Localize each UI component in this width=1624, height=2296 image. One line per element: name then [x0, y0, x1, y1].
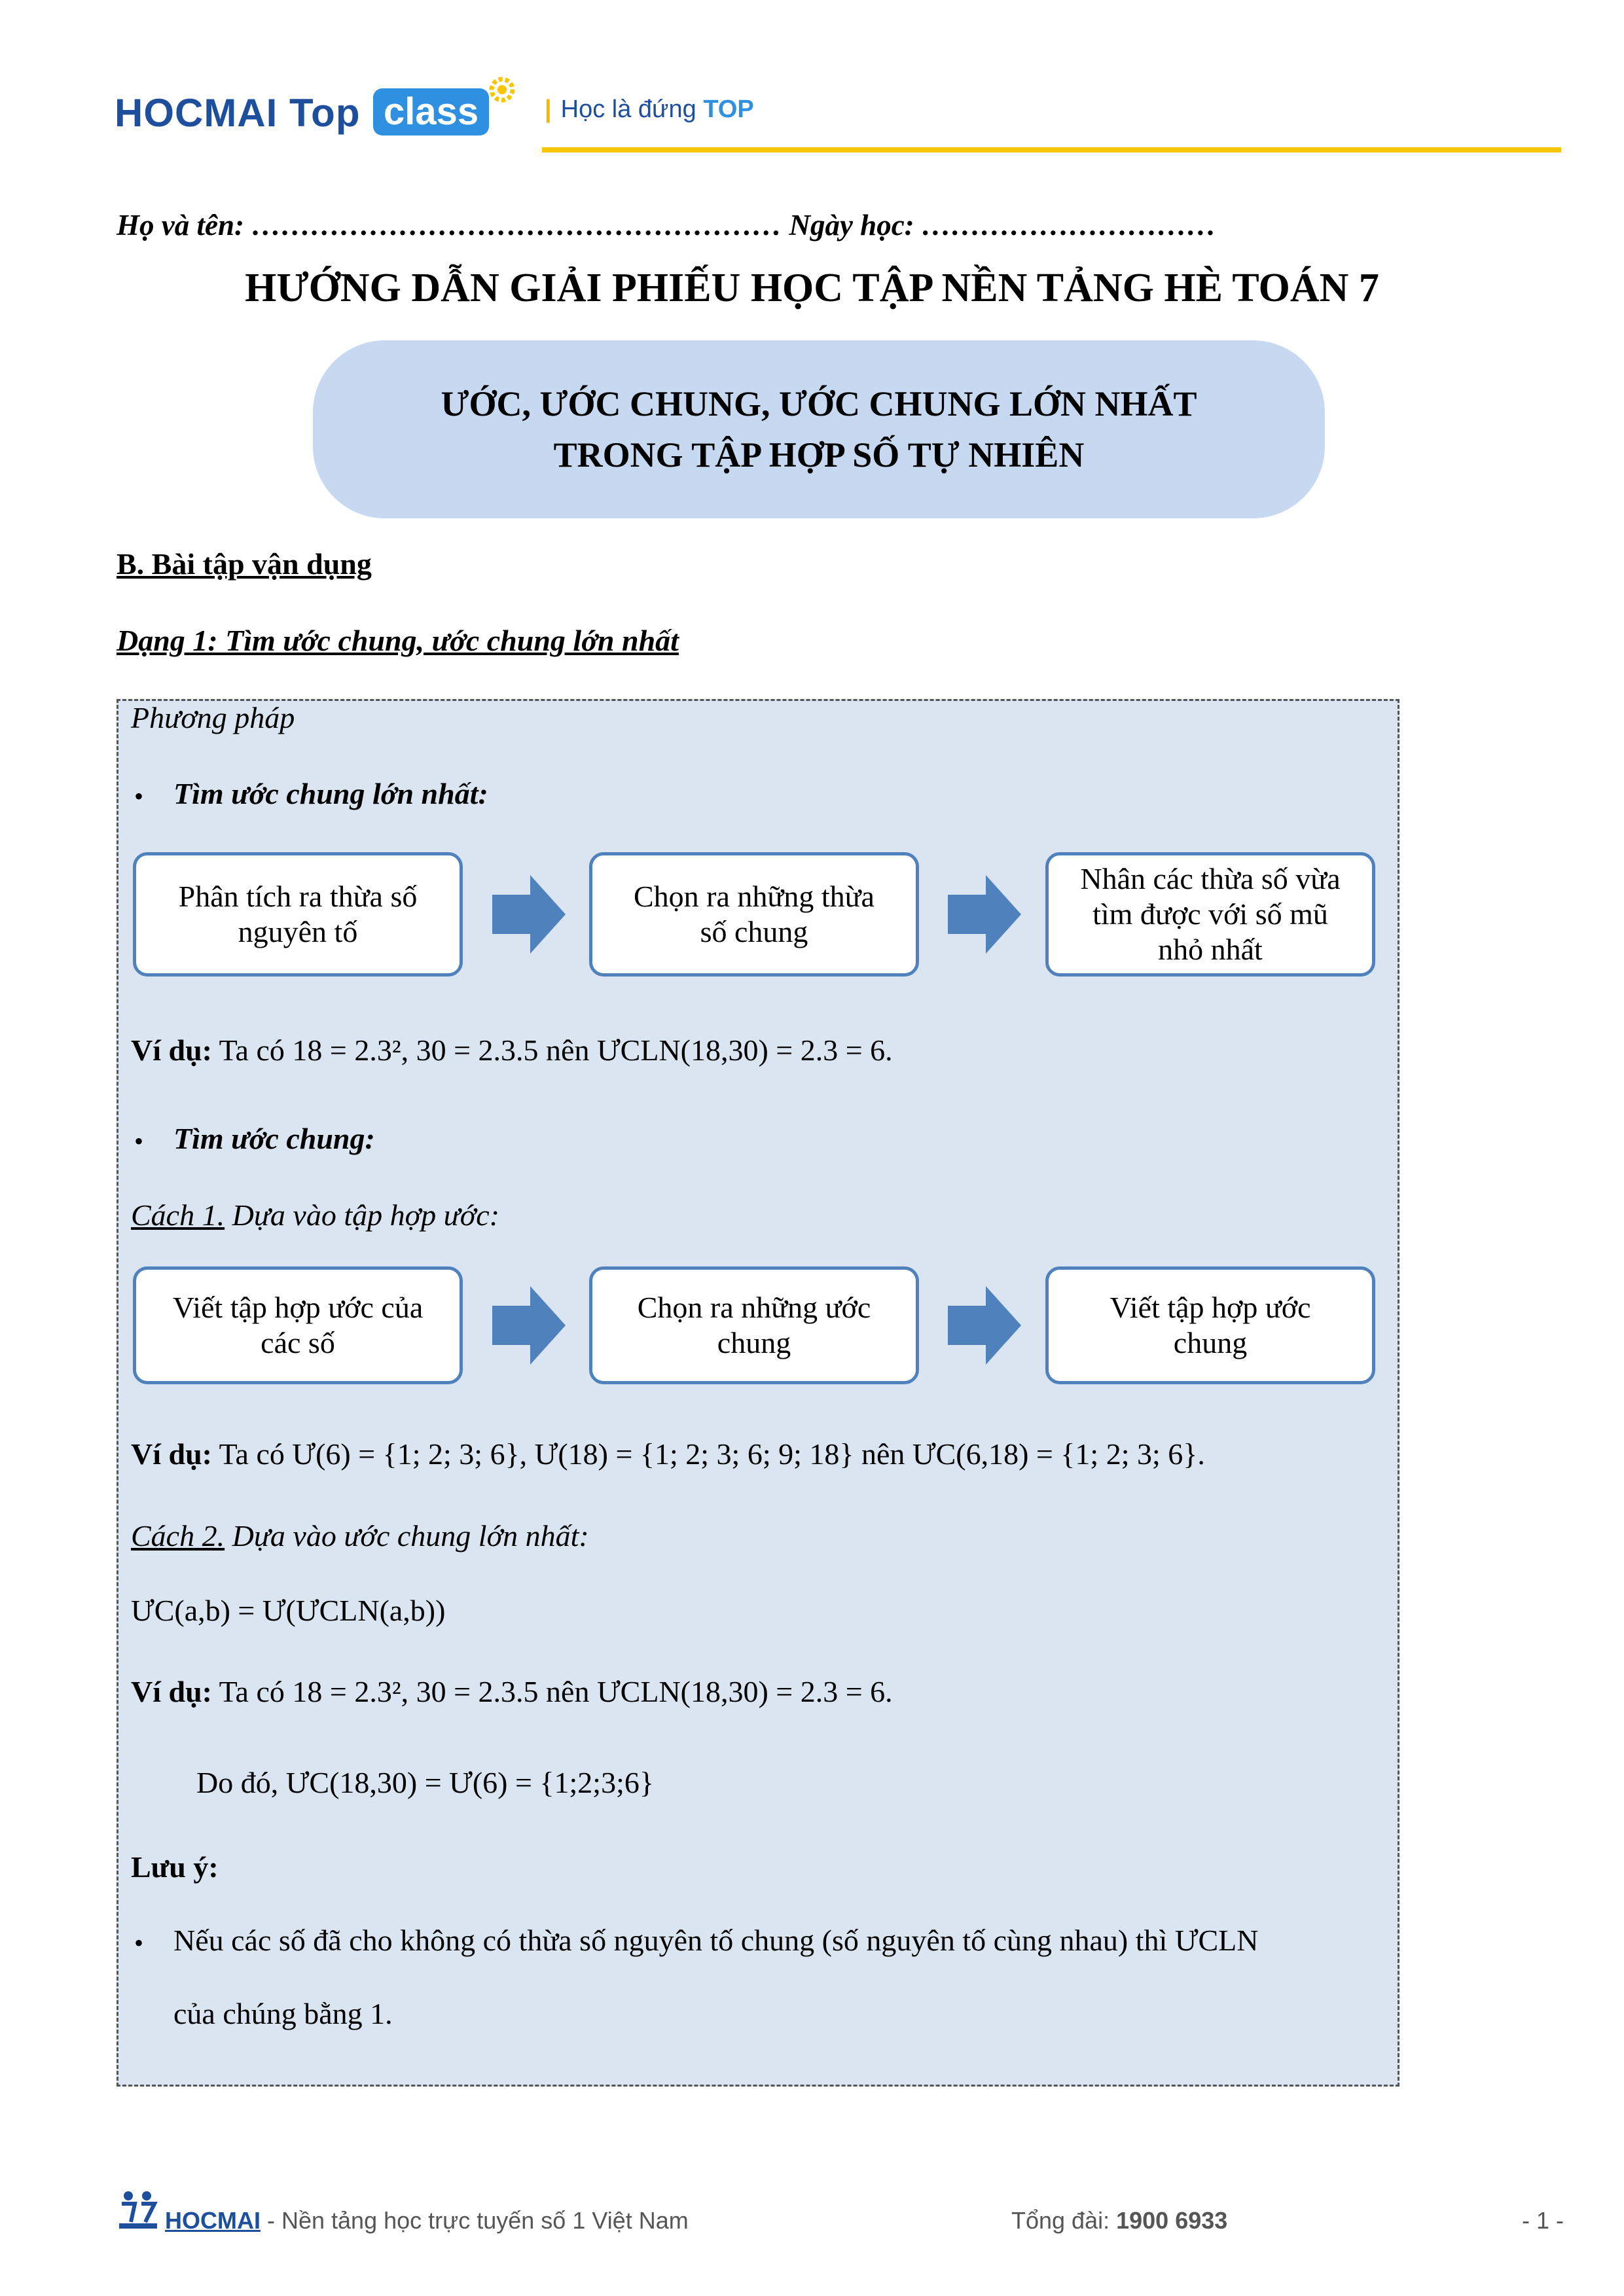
problem-type-heading: Dạng 1: Tìm ước chung, ước chung lớn nhất	[117, 624, 679, 657]
hotline-label: Tổng đài:	[1011, 2207, 1117, 2234]
page-title: HƯỚNG DẪN GIẢI PHIẾU HỌC TẬP NỀN TẢNG HÈ TOÁN 7	[245, 266, 1379, 310]
cach1-text: Dựa vào tập hợp ước:	[232, 1198, 500, 1232]
flow2-step-2	[589, 1266, 919, 1384]
example-2	[131, 1437, 1205, 1471]
flow-text: số chung	[700, 915, 808, 948]
cach2-line	[131, 1518, 589, 1553]
page-number: - 1 -	[1522, 2207, 1564, 2234]
slogan-text: Học là đứng	[560, 96, 696, 123]
flow-text: Viết tập hợp ước	[1110, 1291, 1311, 1324]
method-heading: Phương pháp	[131, 701, 295, 734]
arrow-right-icon	[492, 875, 566, 954]
logo-class-badge: class	[373, 88, 489, 135]
footer-brand-line	[165, 2207, 689, 2234]
bullet-icon: •	[134, 1126, 144, 1156]
footer-tagline: - Nền tảng học trực tuyến số 1 Việt Nam	[261, 2207, 689, 2234]
flow-text: chung	[1173, 1326, 1248, 1359]
footer-brand-link[interactable]: HOCMAI	[165, 2207, 261, 2234]
example-text: Ta có 18 = 2.3², 30 = 2.3.5 nên ƯCLN(18,30) = 2.3 = 6.	[219, 1033, 893, 1067]
flow-text: Chọn ra những thừa	[634, 880, 875, 913]
student-info-line: Họ và tên: ……………………………………………… Ngày học: …………………………	[117, 209, 1216, 242]
cach1-line	[131, 1198, 499, 1232]
example-1	[131, 1033, 893, 1067]
example-label: Ví dụ:	[131, 1437, 212, 1471]
flow-text: Chọn ra những ước	[637, 1291, 871, 1324]
bullet-icon: •	[134, 1928, 144, 1958]
note-line-1: Nếu các số đã cho không có thừa số nguyên tố chung (số nguyên tố cùng nhau) thì ƯCLN	[173, 1924, 1259, 1957]
flow-text: tìm được với số mũ	[1092, 897, 1328, 931]
example-label: Ví dụ:	[131, 1675, 212, 1708]
hocmai-logo-icon	[117, 2189, 160, 2230]
flow-text: Viết tập hợp ước của	[172, 1291, 424, 1324]
formula: ƯC(a,b) = Ư(ƯCLN(a,b))	[131, 1594, 446, 1627]
flow-text: chung	[717, 1326, 791, 1359]
flow1-step-1	[133, 852, 463, 977]
topic-line-2: TRONG TẬP HỢP SỐ TỰ NHIÊN	[553, 435, 1085, 475]
gear-icon	[486, 73, 518, 106]
logo-wordmark: HOCMAI Top	[115, 91, 361, 135]
note-label: Lưu ý:	[131, 1850, 219, 1884]
slogan-top: TOP	[703, 96, 754, 123]
footer-hotline	[1011, 2207, 1227, 2234]
example-3	[131, 1674, 893, 1709]
bullet-gcd: Tìm ước chung lớn nhất:	[173, 777, 488, 810]
hotline-number: 1900 6933	[1116, 2207, 1228, 2234]
flow-text: nhỏ nhất	[1158, 933, 1263, 966]
flow2-step-1	[133, 1266, 463, 1384]
arrow-right-icon	[948, 1286, 1021, 1365]
example-text: Ta có Ư(6) = {1; 2; 3; 6}, Ư(18) = {1; 2; 3; 6; 9; 18} nên ƯC(6,18) = {1; 2; 3; 6}.	[219, 1437, 1205, 1471]
header-slogan: | Học là đứng TOP	[545, 96, 754, 123]
topic-banner	[313, 340, 1325, 518]
cach2-label: Cách 2.	[131, 1519, 225, 1552]
flow1-step-3	[1045, 852, 1375, 977]
cach1-label: Cách 1.	[131, 1198, 225, 1232]
example-label: Ví dụ:	[131, 1033, 212, 1067]
header-divider	[542, 147, 1561, 152]
flow-text: Phân tích ra thừa số	[178, 880, 418, 913]
bullet-icon: •	[134, 781, 144, 811]
cach2-text: Dựa vào ước chung lớn nhất:	[232, 1519, 589, 1552]
flow-text: các số	[261, 1326, 335, 1359]
note-line-2: của chúng bằng 1.	[173, 1997, 393, 2030]
conclusion: Do đó, ƯC(18,30) = Ư(6) = {1;2;3;6}	[196, 1766, 654, 1799]
section-heading: B. Bài tập vận dụng	[117, 547, 372, 581]
flow-text: Nhân các thừa số vừa	[1080, 862, 1341, 895]
flow1-step-2	[589, 852, 919, 977]
bullet-common-divisor: Tìm ước chung:	[173, 1122, 375, 1155]
topic-line-1: ƯỚC, ƯỚC CHUNG, ƯỚC CHUNG LỚN NHẤT	[441, 384, 1197, 423]
arrow-right-icon	[492, 1286, 566, 1365]
arrow-right-icon	[948, 875, 1021, 954]
flow-text: nguyên tố	[238, 915, 358, 948]
example-text: Ta có 18 = 2.3², 30 = 2.3.5 nên ƯCLN(18,30) = 2.3 = 6.	[219, 1675, 893, 1708]
flow2-step-3	[1045, 1266, 1375, 1384]
